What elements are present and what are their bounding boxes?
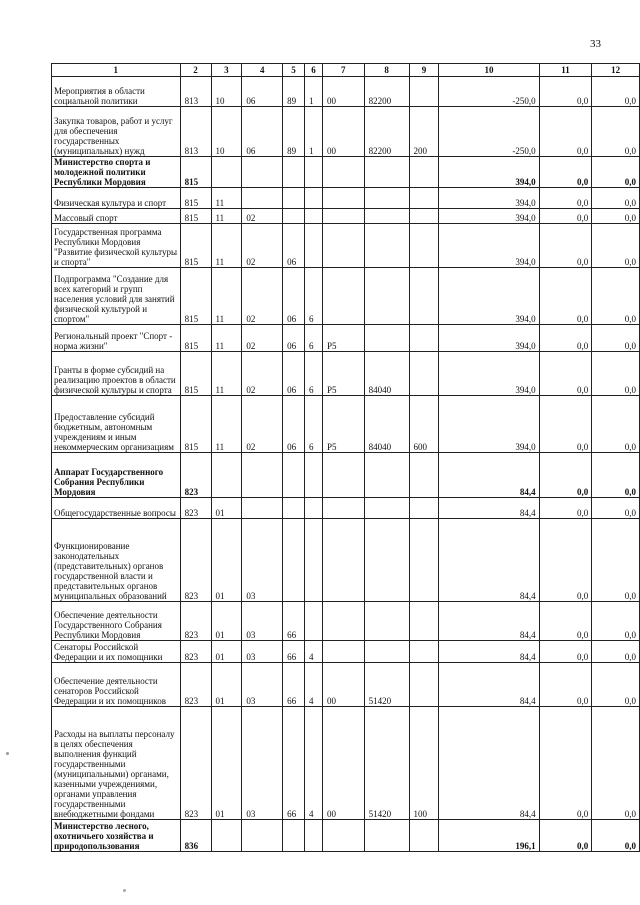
table-cell xyxy=(283,188,305,209)
table-cell xyxy=(364,519,409,602)
table-cell xyxy=(409,77,439,107)
table-cell: 82200 xyxy=(364,107,409,157)
column-header: 2 xyxy=(180,64,211,77)
table-cell: 815 xyxy=(180,224,211,268)
column-header: 8 xyxy=(364,64,409,77)
table-cell: 1 xyxy=(305,107,323,157)
table-cell xyxy=(364,157,409,188)
table-cell: 06 xyxy=(242,107,283,157)
table-cell xyxy=(305,602,323,641)
table-cell: 0,0 xyxy=(592,157,640,188)
scan-dot xyxy=(123,889,126,892)
table-row xyxy=(52,352,640,396)
table-cell: 0,0 xyxy=(539,352,592,396)
table-cell: 6 xyxy=(305,396,323,453)
table-cell: 0,0 xyxy=(539,453,592,498)
table-cell: 0,0 xyxy=(539,77,592,107)
table-cell: 0,0 xyxy=(592,641,640,663)
table-cell xyxy=(409,352,439,396)
table-cell xyxy=(409,209,439,224)
table-cell: 11 xyxy=(211,224,242,268)
row-name-cell: Министерство лесного, охотничьего хозяйства и природопользования xyxy=(52,820,181,852)
table-cell: 0,0 xyxy=(592,325,640,352)
table-cell xyxy=(364,641,409,663)
table-cell xyxy=(283,519,305,602)
column-header: 9 xyxy=(409,64,439,77)
table-cell xyxy=(322,224,364,268)
table-cell: 03 xyxy=(242,663,283,707)
table-cell: 02 xyxy=(242,209,283,224)
table-cell: 394,0 xyxy=(439,188,539,209)
table-cell: 0,0 xyxy=(539,209,592,224)
table-cell: 813 xyxy=(180,77,211,107)
table-cell: P5 xyxy=(322,396,364,453)
table-cell: 84,4 xyxy=(439,663,539,707)
table-cell: 823 xyxy=(180,453,211,498)
table-cell xyxy=(305,188,323,209)
table-row xyxy=(52,325,640,352)
table-cell: 03 xyxy=(242,519,283,602)
table-cell: 0,0 xyxy=(539,325,592,352)
table-cell: 823 xyxy=(180,641,211,663)
row-name-cell: Государственная программа Республики Мордовия "Развитие физической культуры и спорта" xyxy=(52,224,181,268)
table-cell xyxy=(409,820,439,852)
row-name-cell: Массовый спорт xyxy=(52,209,181,224)
table-row xyxy=(52,157,640,188)
table-cell: 00 xyxy=(322,107,364,157)
table-cell: 06 xyxy=(283,325,305,352)
table-cell: 823 xyxy=(180,707,211,820)
table-cell xyxy=(242,157,283,188)
row-name-cell: Общегосударственные вопросы xyxy=(52,498,181,519)
table-cell: 11 xyxy=(211,325,242,352)
table-row xyxy=(52,77,640,107)
table-cell: 84040 xyxy=(364,396,409,453)
table-cell xyxy=(409,325,439,352)
table-row xyxy=(52,641,640,663)
table-cell: 0,0 xyxy=(539,498,592,519)
table-cell xyxy=(242,820,283,852)
table-cell: 0,0 xyxy=(592,209,640,224)
column-header: 5 xyxy=(283,64,305,77)
table-cell: 06 xyxy=(283,396,305,453)
table-cell: 813 xyxy=(180,107,211,157)
row-name-cell: Региональный проект "Спорт - норма жизни" xyxy=(52,325,181,352)
table-cell: 0,0 xyxy=(539,188,592,209)
row-name-cell: Министерство спорта и молодежной политики Республики Мордовия xyxy=(52,157,181,188)
table-cell xyxy=(211,453,242,498)
table-cell: 394,0 xyxy=(439,396,539,453)
table-cell xyxy=(409,663,439,707)
table-cell: 0,0 xyxy=(539,519,592,602)
table-cell: 100 xyxy=(409,707,439,820)
table-cell: 0,0 xyxy=(592,519,640,602)
row-name-cell: Закупка товаров, работ и услуг для обеспечения государственных (муниципальных) нужд xyxy=(52,107,181,157)
table-cell xyxy=(322,641,364,663)
table-cell xyxy=(322,602,364,641)
table-cell: 0,0 xyxy=(592,602,640,641)
table-cell xyxy=(322,519,364,602)
table-cell: 0,0 xyxy=(592,107,640,157)
row-name-cell: Предоставление субсидий бюджетным, автономным учреждениям и иным некоммерческим организациям xyxy=(52,396,181,453)
table-cell: 0,0 xyxy=(539,820,592,852)
table-cell: 0,0 xyxy=(592,707,640,820)
table-cell: 0,0 xyxy=(592,188,640,209)
table-cell: 84,4 xyxy=(439,707,539,820)
row-name-cell: Гранты в форме субсидий на реализацию проектов в области физической культуры и спорта xyxy=(52,352,181,396)
table-cell xyxy=(409,157,439,188)
scan-dot xyxy=(6,752,9,755)
table-cell xyxy=(242,498,283,519)
column-header: 3 xyxy=(211,64,242,77)
table-cell: 10 xyxy=(211,77,242,107)
table-cell: 00 xyxy=(322,707,364,820)
table-cell: 823 xyxy=(180,663,211,707)
table-cell: 02 xyxy=(242,224,283,268)
table-cell: 815 xyxy=(180,157,211,188)
table-cell: 0,0 xyxy=(539,707,592,820)
table-cell xyxy=(364,224,409,268)
table-row xyxy=(52,602,640,641)
table-cell: 4 xyxy=(305,663,323,707)
table-cell: 00 xyxy=(322,77,364,107)
table-cell xyxy=(364,820,409,852)
table-cell xyxy=(305,820,323,852)
table-cell xyxy=(322,820,364,852)
table-cell: 0,0 xyxy=(592,352,640,396)
column-header: 1 xyxy=(52,64,181,77)
table-cell: 10 xyxy=(211,107,242,157)
table-cell: 84,4 xyxy=(439,519,539,602)
table-cell xyxy=(322,157,364,188)
table-cell: 84040 xyxy=(364,352,409,396)
table-cell xyxy=(322,268,364,325)
table-cell: 823 xyxy=(180,498,211,519)
table-cell: 815 xyxy=(180,396,211,453)
row-name-cell: Аппарат Государственного Собрания Республики Мордовия xyxy=(52,453,181,498)
table-cell xyxy=(409,498,439,519)
column-header: 12 xyxy=(592,64,640,77)
table-cell: 836 xyxy=(180,820,211,852)
table-row xyxy=(52,209,640,224)
table-cell xyxy=(409,224,439,268)
table-cell: 66 xyxy=(283,707,305,820)
table-cell: 00 xyxy=(322,663,364,707)
table-cell: 06 xyxy=(242,77,283,107)
table-cell xyxy=(364,325,409,352)
table-cell: 0,0 xyxy=(539,107,592,157)
column-header: 7 xyxy=(322,64,364,77)
table-cell: 815 xyxy=(180,352,211,396)
budget-table xyxy=(51,63,640,852)
table-cell: 01 xyxy=(211,519,242,602)
table-cell: 06 xyxy=(283,224,305,268)
row-name-cell: Сенаторы Российской Федерации и их помощники xyxy=(52,641,181,663)
table-cell: 66 xyxy=(283,663,305,707)
table-cell xyxy=(409,188,439,209)
table-cell xyxy=(322,209,364,224)
table-cell xyxy=(409,453,439,498)
table-cell: 0,0 xyxy=(539,268,592,325)
table-cell: 200 xyxy=(409,107,439,157)
row-name-cell: Обеспечение деятельности сенаторов Российской Федерации и их помощников xyxy=(52,663,181,707)
table-cell: 82200 xyxy=(364,77,409,107)
table-cell: 02 xyxy=(242,325,283,352)
table-cell xyxy=(364,602,409,641)
table-cell: 66 xyxy=(283,641,305,663)
table-cell: 01 xyxy=(211,707,242,820)
table-cell: 02 xyxy=(242,352,283,396)
table-cell: 394,0 xyxy=(439,352,539,396)
table-cell: 0,0 xyxy=(539,157,592,188)
table-cell xyxy=(364,453,409,498)
table-cell xyxy=(305,498,323,519)
table-cell: 815 xyxy=(180,268,211,325)
table-cell: 0,0 xyxy=(592,224,640,268)
table-cell xyxy=(242,188,283,209)
table-cell xyxy=(322,498,364,519)
table-cell: 11 xyxy=(211,188,242,209)
table-cell: 4 xyxy=(305,641,323,663)
table-cell xyxy=(305,453,323,498)
table-cell: 51420 xyxy=(364,663,409,707)
table-cell: 11 xyxy=(211,396,242,453)
table-cell xyxy=(322,453,364,498)
table-cell: 89 xyxy=(283,77,305,107)
table-cell: 06 xyxy=(283,352,305,396)
column-header: 4 xyxy=(242,64,283,77)
table-row xyxy=(52,663,640,707)
table-cell: 815 xyxy=(180,188,211,209)
table-cell: 0,0 xyxy=(592,268,640,325)
column-header: 6 xyxy=(305,64,323,77)
table-cell: 84,4 xyxy=(439,641,539,663)
row-name-cell: Физическая культура и спорт xyxy=(52,188,181,209)
row-name-cell: Обеспечение деятельности Государственного Собрания Республики Мордовия xyxy=(52,602,181,641)
table-cell xyxy=(283,157,305,188)
table-cell xyxy=(364,209,409,224)
table-cell xyxy=(305,519,323,602)
table-cell: 11 xyxy=(211,268,242,325)
table-cell: 6 xyxy=(305,325,323,352)
table-cell: 823 xyxy=(180,519,211,602)
table-cell xyxy=(283,209,305,224)
table-cell: 394,0 xyxy=(439,268,539,325)
table-row xyxy=(52,188,640,209)
row-name-cell: Подпрограмма "Создание для всех категорий и групп населения условий для занятий физической культурой и спортом" xyxy=(52,268,181,325)
table-cell xyxy=(283,453,305,498)
table-cell xyxy=(364,268,409,325)
table-cell: 01 xyxy=(211,641,242,663)
table-cell: P5 xyxy=(322,325,364,352)
table-cell xyxy=(283,498,305,519)
table-cell: 84,4 xyxy=(439,602,539,641)
row-name-cell: Функционирование законодательных (представительных) органов государственной власти и представительных органов муниципальных образований xyxy=(52,519,181,602)
table-row xyxy=(52,396,640,453)
table-cell: 02 xyxy=(242,396,283,453)
table-cell xyxy=(305,157,323,188)
table-row xyxy=(52,707,640,820)
table-cell: 815 xyxy=(180,325,211,352)
table-row xyxy=(52,519,640,602)
table-cell xyxy=(364,498,409,519)
table-cell: 06 xyxy=(283,268,305,325)
table-cell xyxy=(322,188,364,209)
table-cell: 394,0 xyxy=(439,224,539,268)
table-cell: 01 xyxy=(211,602,242,641)
table-cell: 196,1 xyxy=(439,820,539,852)
table-cell: -250,0 xyxy=(439,77,539,107)
table-cell: 11 xyxy=(211,209,242,224)
table-cell xyxy=(409,519,439,602)
table-cell: 03 xyxy=(242,707,283,820)
table-cell: 394,0 xyxy=(439,325,539,352)
table-cell: 11 xyxy=(211,352,242,396)
table-cell xyxy=(211,157,242,188)
table-row xyxy=(52,268,640,325)
table-row xyxy=(52,498,640,519)
row-name-cell: Расходы на выплаты персоналу в целях обеспечения выполнения функций государственными (муниципальными) органами, казенными учреждениями, органами управления государственными внебюджетными фондами xyxy=(52,707,181,820)
table-cell: 600 xyxy=(409,396,439,453)
header-row xyxy=(52,64,640,77)
table-cell: 0,0 xyxy=(539,396,592,453)
table-cell xyxy=(242,453,283,498)
column-header: 10 xyxy=(439,64,539,77)
table-cell: 6 xyxy=(305,352,323,396)
table-row xyxy=(52,453,640,498)
table-cell xyxy=(364,188,409,209)
table-cell: 0,0 xyxy=(592,453,640,498)
table-cell: -250,0 xyxy=(439,107,539,157)
table-cell xyxy=(283,820,305,852)
table-cell: 51420 xyxy=(364,707,409,820)
table-cell: 84,4 xyxy=(439,453,539,498)
table-cell: 0,0 xyxy=(592,663,640,707)
table-cell xyxy=(305,209,323,224)
table-cell: 815 xyxy=(180,209,211,224)
table-cell: 0,0 xyxy=(592,498,640,519)
table-cell: 02 xyxy=(242,268,283,325)
table-cell: 84,4 xyxy=(439,498,539,519)
page-number: 33 xyxy=(590,38,601,50)
table-cell: 394,0 xyxy=(439,157,539,188)
table-cell: 01 xyxy=(211,663,242,707)
table-cell: 6 xyxy=(305,268,323,325)
table-cell: 89 xyxy=(283,107,305,157)
table-cell: 0,0 xyxy=(539,602,592,641)
table-cell xyxy=(409,641,439,663)
table-cell: 03 xyxy=(242,641,283,663)
table-cell: 01 xyxy=(211,498,242,519)
table-row xyxy=(52,820,640,852)
column-header: 11 xyxy=(539,64,592,77)
table-cell: 0,0 xyxy=(539,663,592,707)
table-cell: 0,0 xyxy=(592,77,640,107)
table-cell: 823 xyxy=(180,602,211,641)
table-cell: 0,0 xyxy=(539,224,592,268)
table-cell xyxy=(211,820,242,852)
table-cell: 0,0 xyxy=(539,641,592,663)
table-cell: 1 xyxy=(305,77,323,107)
table-cell xyxy=(305,224,323,268)
table-row xyxy=(52,107,640,157)
table-cell: 4 xyxy=(305,707,323,820)
table-cell: 03 xyxy=(242,602,283,641)
table-cell: P5 xyxy=(322,352,364,396)
table-row xyxy=(52,224,640,268)
table-cell: 66 xyxy=(283,602,305,641)
table-cell: 0,0 xyxy=(592,396,640,453)
table-cell: 394,0 xyxy=(439,209,539,224)
table-cell: 0,0 xyxy=(592,820,640,852)
row-name-cell: Мероприятия в области социальной политики xyxy=(52,77,181,107)
table-cell xyxy=(409,602,439,641)
table-cell xyxy=(409,268,439,325)
